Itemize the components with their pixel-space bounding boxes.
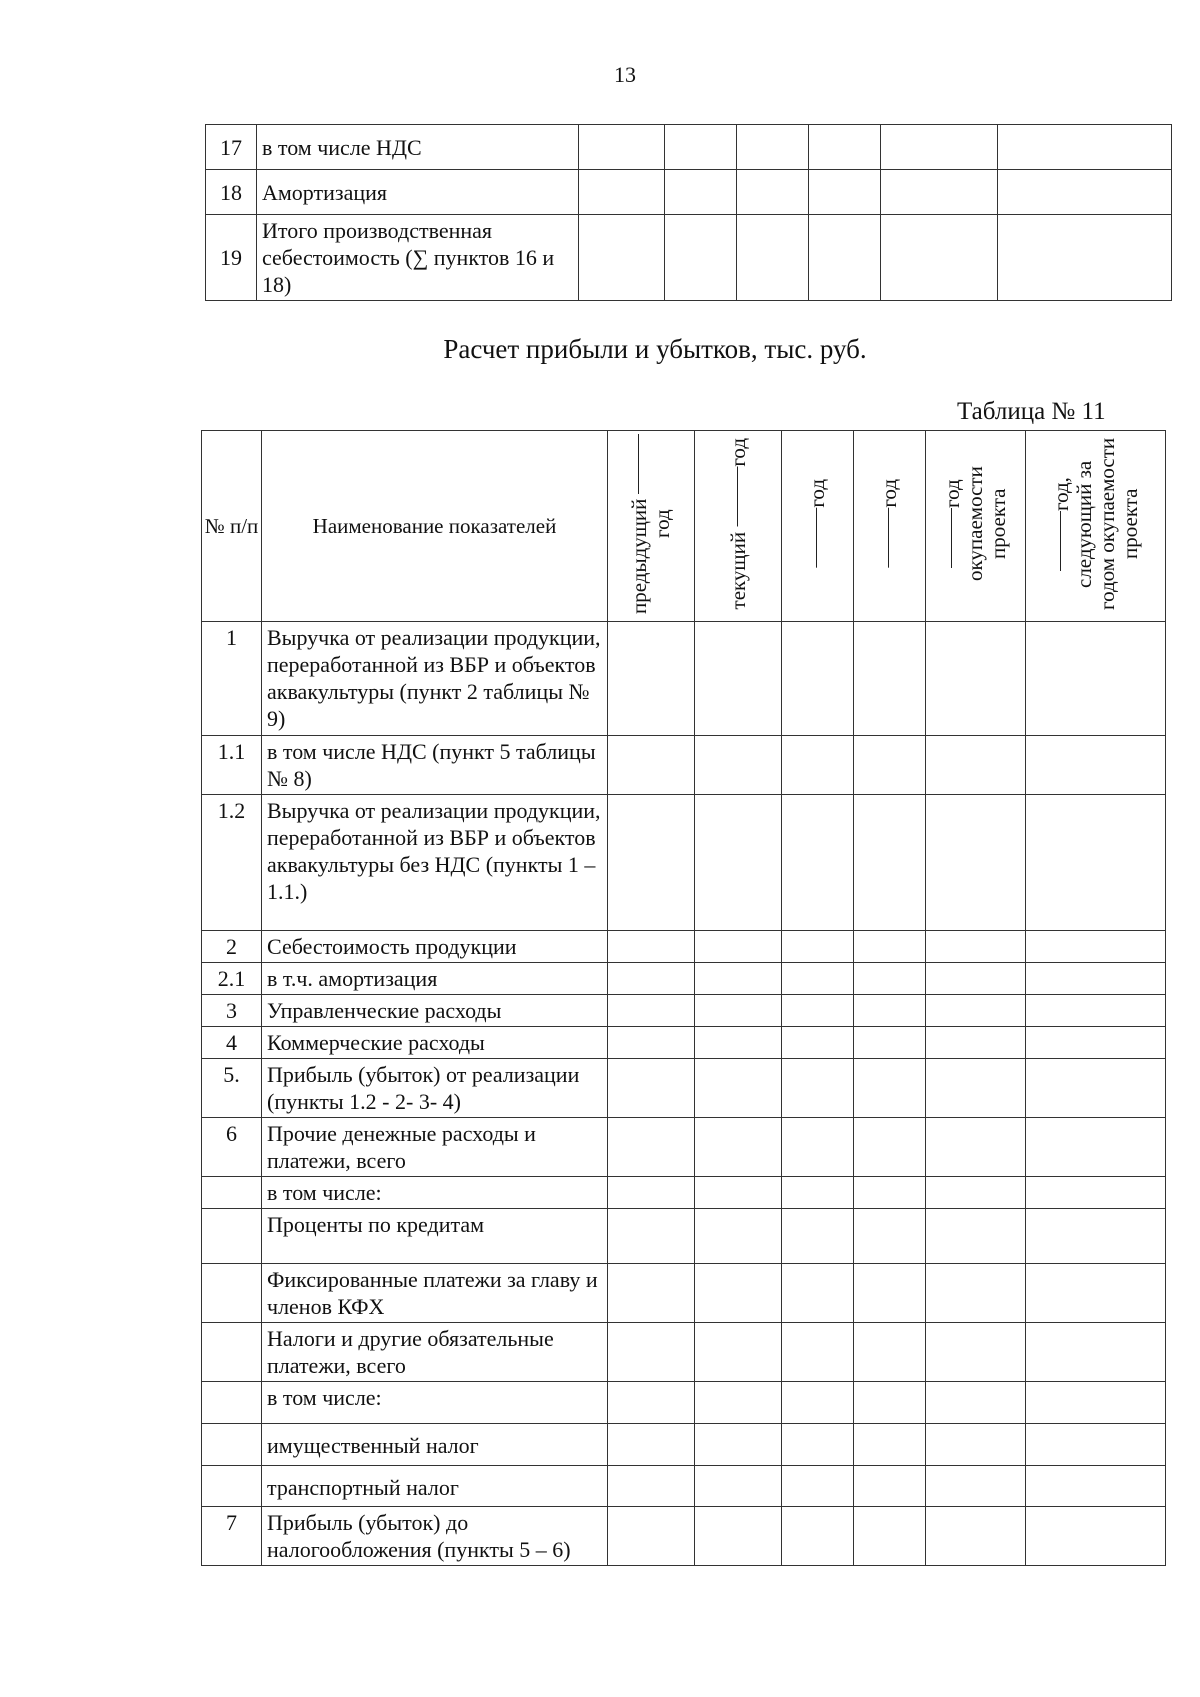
value-cell (1026, 995, 1166, 1027)
value-cell (854, 1323, 926, 1382)
value-cell (608, 736, 695, 795)
header-number: № п/п (202, 431, 262, 622)
value-cell (782, 1323, 854, 1382)
value-cell (926, 1382, 1026, 1424)
row-name: имущественный налог (262, 1424, 608, 1466)
row-name: Себестоимость продукции (262, 931, 608, 963)
value-cell (782, 1466, 854, 1507)
table-row (202, 1323, 1166, 1382)
value-cell (608, 1209, 695, 1264)
row-number: 4 (202, 1027, 262, 1059)
table-row (202, 1177, 1166, 1209)
value-cell (926, 1059, 1026, 1118)
value-cell (1026, 1264, 1166, 1323)
value-cell (1026, 1466, 1166, 1507)
table-row (202, 1466, 1166, 1507)
table-row (206, 215, 1172, 301)
value-cell (854, 1209, 926, 1264)
row-name: Управленческие расходы (262, 995, 608, 1027)
row-number: 19 (206, 215, 257, 301)
value-cell (926, 1424, 1026, 1466)
table-caption: Таблица № 11 (957, 398, 1106, 425)
row-name: в т.ч. амортизация (262, 963, 608, 995)
value-cell (926, 622, 1026, 736)
value-cell (1026, 795, 1166, 931)
value-cell (854, 1466, 926, 1507)
table-header-row (202, 431, 1166, 622)
value-cell (926, 1264, 1026, 1323)
header-year-3: год (782, 431, 854, 622)
table-row (202, 1118, 1166, 1177)
value-cell (854, 736, 926, 795)
row-name: в том числе: (262, 1382, 608, 1424)
value-cell (854, 1027, 926, 1059)
value-cell (1026, 1209, 1166, 1264)
value-cell (1026, 736, 1166, 795)
value-cell (854, 1424, 926, 1466)
row-number: 18 (206, 170, 257, 215)
value-cell (926, 995, 1026, 1027)
table-row (202, 795, 1166, 931)
row-number: 3 (202, 995, 262, 1027)
value-cell (608, 1382, 695, 1424)
value-cell (782, 1507, 854, 1566)
value-cell (854, 1382, 926, 1424)
value-cell (695, 1059, 782, 1118)
value-cell (1026, 1323, 1166, 1382)
value-cell (695, 1507, 782, 1566)
value-cell (608, 1323, 695, 1382)
value-cell (782, 1059, 854, 1118)
row-number: 1.2 (202, 795, 262, 931)
value-cell (854, 1118, 926, 1177)
value-cell (608, 963, 695, 995)
value-cell (782, 1118, 854, 1177)
value-cell (695, 995, 782, 1027)
value-cell (854, 963, 926, 995)
row-number (202, 1382, 262, 1424)
row-number: 17 (206, 125, 257, 170)
value-cell (926, 1466, 1026, 1507)
value-cell (1026, 1382, 1166, 1424)
header-year-payback: год окупаемости проекта (926, 431, 1026, 622)
table-row (202, 1382, 1166, 1424)
row-name: в том числе НДС (257, 125, 579, 170)
table-row (202, 736, 1166, 795)
header-year-4: год (854, 431, 926, 622)
value-cell (1026, 931, 1166, 963)
table-row (202, 995, 1166, 1027)
value-cell (695, 736, 782, 795)
value-cell (695, 931, 782, 963)
value-cell (782, 795, 854, 931)
value-cell (1026, 1507, 1166, 1566)
value-cell (926, 931, 1026, 963)
value-cell (608, 1507, 695, 1566)
value-cell (608, 1118, 695, 1177)
value-cell (695, 795, 782, 931)
value-cell (926, 795, 1026, 931)
row-name: Прочие денежные расходы и платежи, всего (262, 1118, 608, 1177)
row-name: Проценты по кредитам (262, 1209, 608, 1264)
value-cell (854, 1177, 926, 1209)
value-cell (608, 1264, 695, 1323)
table-row (202, 1059, 1166, 1118)
value-cell (926, 1507, 1026, 1566)
table-heading: Расчет прибыли и убытков, тыс. руб. (443, 334, 867, 364)
header-year-previous: предыдущий год (608, 431, 695, 622)
value-cell (608, 1177, 695, 1209)
value-cell (926, 963, 1026, 995)
value-cell (695, 1118, 782, 1177)
value-cell (926, 1177, 1026, 1209)
row-number: 1 (202, 622, 262, 736)
row-name: Итого производственная себестоимость (∑ пунктов 16 и 18) (257, 215, 579, 301)
page-number: 13 (614, 62, 636, 87)
row-number (202, 1323, 262, 1382)
value-cell (695, 1209, 782, 1264)
row-name: Прибыль (убыток) до налогообложения (пункты 5 – 6) (262, 1507, 608, 1566)
value-cell (1026, 1059, 1166, 1118)
value-cell (608, 795, 695, 931)
value-cell (695, 1382, 782, 1424)
value-cell (695, 1177, 782, 1209)
table-row (202, 1027, 1166, 1059)
profit-loss-table (201, 430, 1166, 1566)
value-cell (854, 1059, 926, 1118)
value-cell (608, 1059, 695, 1118)
value-cell (782, 622, 854, 736)
value-cell (608, 931, 695, 963)
row-name: транспортный налог (262, 1466, 608, 1507)
value-cell (926, 1209, 1026, 1264)
value-cell (854, 622, 926, 736)
value-cell (782, 931, 854, 963)
row-name: Амортизация (257, 170, 579, 215)
value-cell (782, 1424, 854, 1466)
value-cell (1026, 1177, 1166, 1209)
table-row (202, 931, 1166, 963)
value-cell (782, 1209, 854, 1264)
value-cell (608, 1027, 695, 1059)
table-row (202, 1209, 1166, 1264)
row-number (202, 1466, 262, 1507)
value-cell (782, 995, 854, 1027)
value-cell (695, 1424, 782, 1466)
row-name: в том числе НДС (пункт 5 таблицы № 8) (262, 736, 608, 795)
value-cell (782, 1382, 854, 1424)
value-cell (1026, 1027, 1166, 1059)
row-number: 2 (202, 931, 262, 963)
value-cell (782, 1177, 854, 1209)
row-number (202, 1177, 262, 1209)
value-cell (1026, 622, 1166, 736)
value-cell (695, 1264, 782, 1323)
row-number (202, 1209, 262, 1264)
row-number (202, 1264, 262, 1323)
row-number: 6 (202, 1118, 262, 1177)
row-name: Коммерческие расходы (262, 1027, 608, 1059)
table-row (206, 125, 1172, 170)
value-cell (608, 622, 695, 736)
table-row (202, 1507, 1166, 1566)
value-cell (1026, 963, 1166, 995)
value-cell (608, 1466, 695, 1507)
table-row (206, 170, 1172, 215)
value-cell (854, 995, 926, 1027)
value-cell (695, 1323, 782, 1382)
header-name: Наименование показателей (262, 431, 608, 622)
value-cell (854, 1264, 926, 1323)
table-row (202, 963, 1166, 995)
row-number: 5. (202, 1059, 262, 1118)
value-cell (854, 931, 926, 963)
value-cell (695, 622, 782, 736)
value-cell (782, 963, 854, 995)
table-row (202, 1264, 1166, 1323)
row-number (202, 1424, 262, 1466)
row-name: Налоги и другие обязательные платежи, всего (262, 1323, 608, 1382)
top-table (205, 124, 1172, 301)
header-year-after-payback: год, следующий за годом окупаемости проекта (1026, 431, 1166, 622)
value-cell (608, 995, 695, 1027)
table-row (202, 622, 1166, 736)
row-name: Прибыль (убыток) от реализации (пункты 1.2 - 2- 3- 4) (262, 1059, 608, 1118)
value-cell (926, 736, 1026, 795)
value-cell (1026, 1118, 1166, 1177)
row-name: в том числе: (262, 1177, 608, 1209)
row-number: 1.1 (202, 736, 262, 795)
value-cell (926, 1323, 1026, 1382)
value-cell (782, 1264, 854, 1323)
value-cell (695, 1466, 782, 1507)
table-row (202, 1424, 1166, 1466)
header-year-current: текущий год (695, 431, 782, 622)
row-number: 7 (202, 1507, 262, 1566)
row-number: 2.1 (202, 963, 262, 995)
row-name: Фиксированные платежи за главу и членов КФХ (262, 1264, 608, 1323)
value-cell (926, 1027, 1026, 1059)
row-name: Выручка от реализации продукции, переработанной из ВБР и объектов аквакультуры без НДС (пункты 1 – 1.1.) (262, 795, 608, 931)
value-cell (1026, 1424, 1166, 1466)
value-cell (854, 795, 926, 931)
value-cell (926, 1118, 1026, 1177)
value-cell (782, 1027, 854, 1059)
value-cell (782, 736, 854, 795)
value-cell (695, 963, 782, 995)
row-name: Выручка от реализации продукции, переработанной из ВБР и объектов аквакультуры (пункт 2 таблицы № 9) (262, 622, 608, 736)
value-cell (695, 1027, 782, 1059)
value-cell (608, 1424, 695, 1466)
value-cell (854, 1507, 926, 1566)
